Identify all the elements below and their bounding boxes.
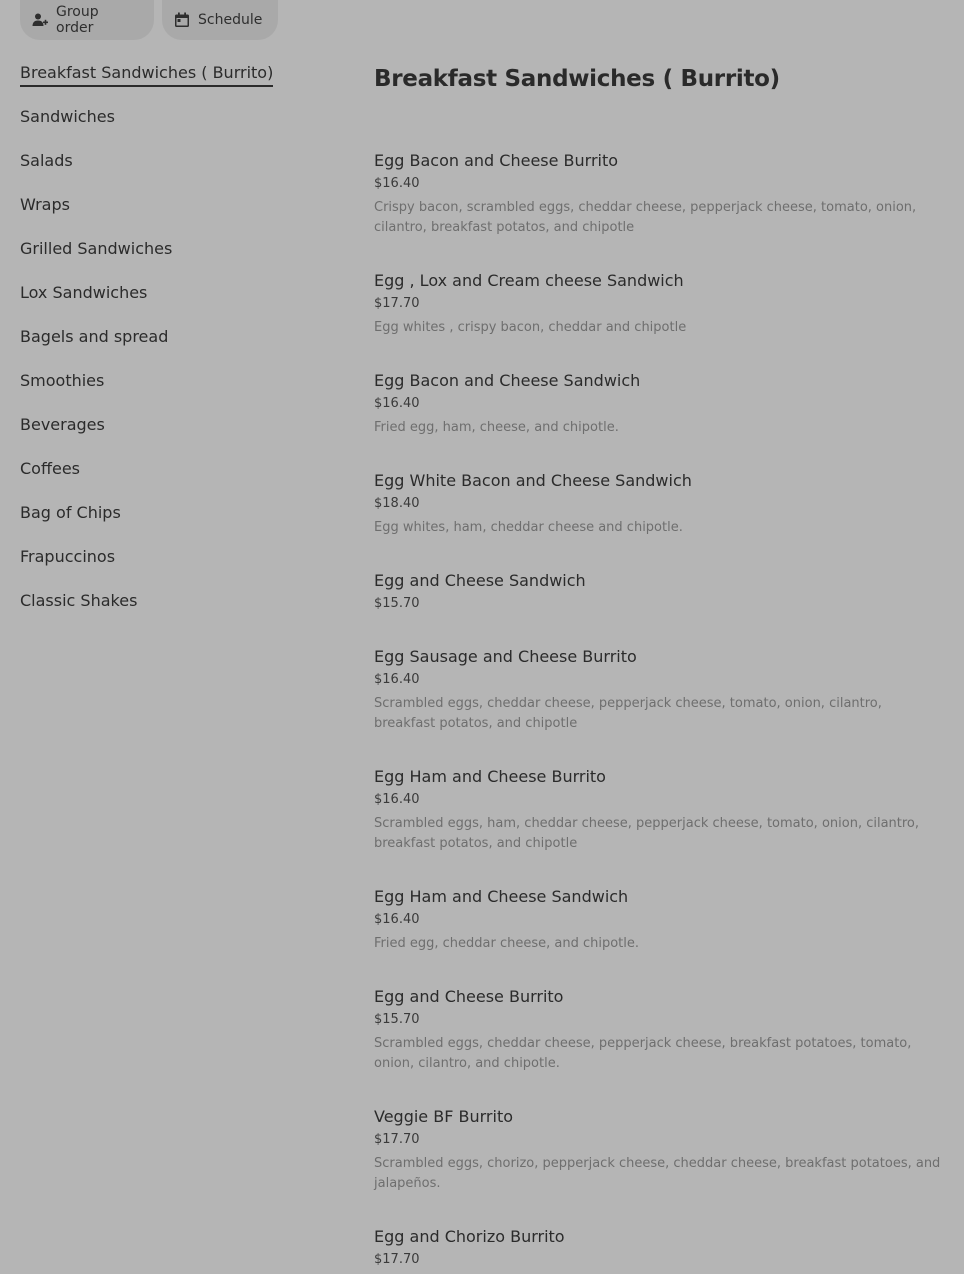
- group-order-label: Group order: [56, 4, 99, 36]
- menu-item[interactable]: [374, 886, 944, 954]
- schedule-label: Schedule: [198, 12, 263, 28]
- menu-item-description: Scrambled eggs, cheddar cheese, pepperjack cheese, breakfast potatoes, tomato, onion, cilantro, and chipotle.: [374, 1036, 912, 1071]
- sidebar-category-label: Salads: [20, 151, 73, 170]
- menu-item[interactable]: [374, 270, 944, 338]
- menu-item-name: Egg , Lox and Cream cheese Sandwich: [374, 271, 684, 290]
- menu-item-name: Egg Bacon and Cheese Sandwich: [374, 371, 641, 390]
- section-title: Breakfast Sandwiches ( Burrito): [374, 66, 780, 92]
- group-order-button[interactable]: [20, 0, 154, 40]
- sidebar-category-label: Smoothies: [20, 371, 105, 390]
- sidebar-category-item[interactable]: [20, 544, 340, 588]
- menu-item-name: Egg Ham and Cheese Sandwich: [374, 887, 629, 906]
- sidebar-category-item[interactable]: [20, 588, 340, 632]
- menu-item-name: Egg Ham and Cheese Burrito: [374, 767, 606, 786]
- menu-item-description: Scrambled eggs, chorizo, pepperjack cheese, cheddar cheese, breakfast potatoes, and jalapeños.: [374, 1156, 941, 1191]
- menu-item-price: $17.70: [374, 1132, 420, 1147]
- menu-item-description: Scrambled eggs, cheddar cheese, pepperjack cheese, tomato, onion, cilantro, breakfast potatos, and chipotle: [374, 696, 882, 731]
- sidebar-category-label: Coffees: [20, 459, 81, 478]
- sidebar-category-label: Frapuccinos: [20, 547, 116, 566]
- menu-item[interactable]: [374, 570, 944, 618]
- sidebar-category-item[interactable]: [20, 368, 340, 412]
- menu-item[interactable]: [374, 1106, 944, 1194]
- sidebar-category-label: Beverages: [20, 415, 105, 434]
- sidebar-category-label: Grilled Sandwiches: [20, 239, 173, 258]
- sidebar-category-item[interactable]: [20, 500, 340, 544]
- menu-item-price: $15.70: [374, 1012, 420, 1027]
- menu-item[interactable]: [374, 150, 944, 238]
- menu-item-description: Fried egg, ham, cheese, and chipotle.: [374, 420, 619, 435]
- sidebar-category-item[interactable]: [20, 236, 340, 280]
- sidebar-category-item[interactable]: [20, 192, 340, 236]
- category-sidebar: [20, 60, 340, 632]
- sidebar-category-item[interactable]: [20, 60, 340, 104]
- sidebar-category-item[interactable]: [20, 148, 340, 192]
- sidebar-category-label: Sandwiches: [20, 107, 115, 126]
- calendar-icon: [174, 12, 190, 28]
- sidebar-category-item[interactable]: [20, 280, 340, 324]
- sidebar-category-label: Bag of Chips: [20, 503, 121, 522]
- menu-item-description: Crispy bacon, scrambled eggs, cheddar cheese, pepperjack cheese, tomato, onion, cilantro, breakfast potatos, and chipotle: [374, 200, 917, 235]
- menu-item-price: $16.40: [374, 176, 420, 191]
- menu-item-price: $17.70: [374, 1252, 420, 1267]
- menu-item-price: $18.40: [374, 496, 420, 511]
- menu-item-name: Egg Bacon and Cheese Burrito: [374, 151, 619, 170]
- sidebar-category-item[interactable]: [20, 324, 340, 368]
- menu-item-name: Egg White Bacon and Cheese Sandwich: [374, 471, 692, 490]
- menu-item[interactable]: [374, 470, 944, 538]
- menu-item-description: Egg whites, ham, cheddar cheese and chipotle.: [374, 520, 683, 535]
- menu-item[interactable]: [374, 1226, 944, 1274]
- menu-item-price: $17.70: [374, 296, 420, 311]
- menu-item[interactable]: [374, 986, 944, 1074]
- menu-item-name: Veggie BF Burrito: [374, 1107, 513, 1126]
- top-actions: [20, 0, 278, 40]
- menu-item-name: Egg Sausage and Cheese Burrito: [374, 647, 637, 666]
- sidebar-category-item[interactable]: [20, 456, 340, 500]
- menu-item-price: $16.40: [374, 912, 420, 927]
- sidebar-category-label: Lox Sandwiches: [20, 283, 148, 302]
- sidebar-category-label: Bagels and spread: [20, 327, 169, 346]
- menu-item-name: Egg and Cheese Sandwich: [374, 571, 586, 590]
- menu-item-description: Fried egg, cheddar cheese, and chipotle.: [374, 936, 640, 951]
- menu-item[interactable]: [374, 766, 944, 854]
- menu-item-price: $16.40: [374, 672, 420, 687]
- menu-item[interactable]: [374, 646, 944, 734]
- sidebar-category-label: Classic Shakes: [20, 591, 138, 610]
- sidebar-category-label: Breakfast Sandwiches ( Burrito): [20, 61, 273, 87]
- menu-item-name: Egg and Chorizo Burrito: [374, 1227, 565, 1246]
- add-person-icon: [32, 12, 48, 28]
- menu-item-price: $16.40: [374, 396, 420, 411]
- menu-item-price: $16.40: [374, 792, 420, 807]
- sidebar-category-item[interactable]: [20, 104, 340, 148]
- menu-main: [374, 62, 944, 1267]
- sidebar-category-label: Wraps: [20, 195, 70, 214]
- menu-item[interactable]: [374, 370, 944, 438]
- menu-item-price: $15.70: [374, 596, 420, 611]
- menu-item-name: Egg and Cheese Burrito: [374, 987, 564, 1006]
- sidebar-category-item[interactable]: [20, 412, 340, 456]
- schedule-button[interactable]: [162, 0, 278, 40]
- menu-item-description: Egg whites , crispy bacon, cheddar and chipotle: [374, 320, 687, 335]
- menu-item-description: Scrambled eggs, ham, cheddar cheese, pepperjack cheese, tomato, onion, cilantro, breakfast potatos, and chipotle: [374, 816, 920, 851]
